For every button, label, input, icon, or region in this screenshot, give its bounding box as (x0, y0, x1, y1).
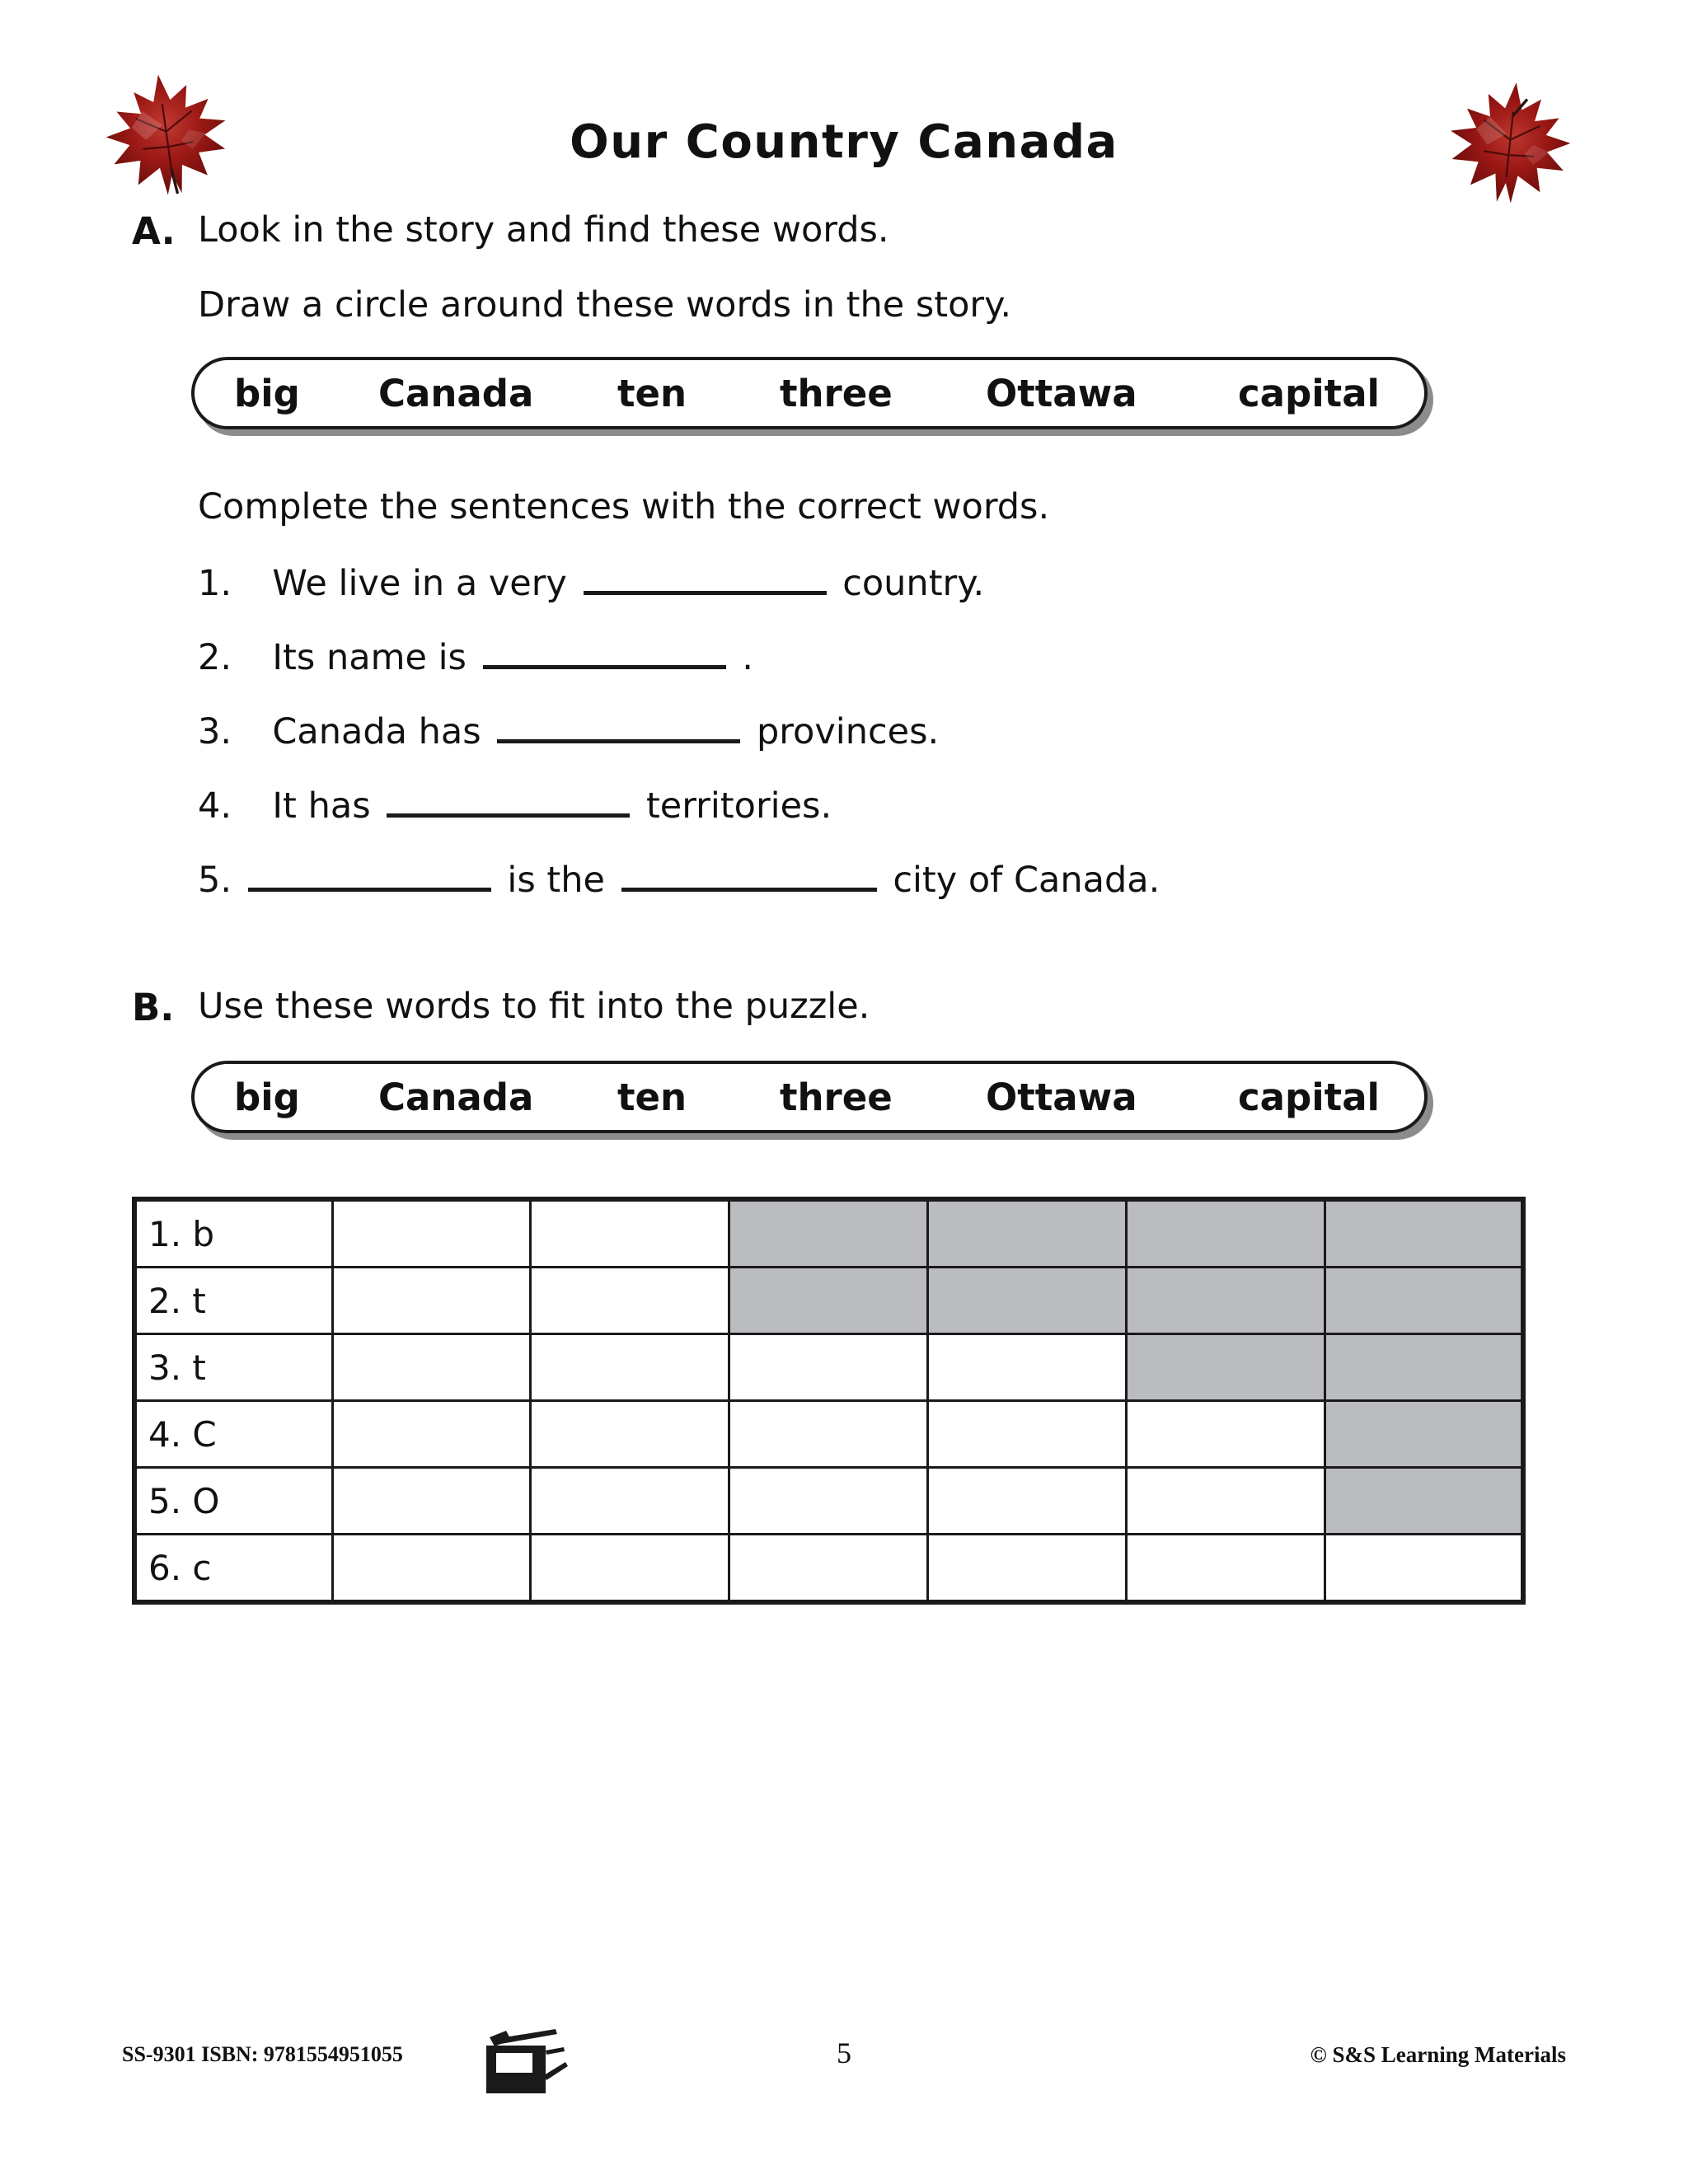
sentence-4-before: It has (272, 785, 371, 827)
sentence-3-before: Canada has (272, 711, 481, 752)
section-a-instruction-2: Draw a circle around these words in the story. (198, 284, 1012, 326)
sentence-3 (198, 711, 939, 752)
puzzle-cell-blocked (1325, 1401, 1523, 1468)
page-title: Our Country Canada (570, 115, 1118, 169)
puzzle-cell-empty[interactable] (530, 1468, 729, 1535)
sentence-2-after: . (742, 637, 753, 678)
sentence-5-number: 5. (198, 860, 232, 901)
puzzle-cell-blocked (1126, 1268, 1325, 1334)
sentence-4-after: territories. (645, 785, 832, 827)
puzzle-row-label: 5. O (134, 1468, 332, 1535)
sentence-4-number: 4. (198, 785, 232, 827)
sentence-1 (198, 563, 984, 604)
sentence-2-answer-blank[interactable] (483, 665, 726, 669)
puzzle-row-label: 1. b (134, 1199, 332, 1268)
puzzle-grid (132, 1197, 1526, 1605)
puzzle-cell-empty[interactable] (530, 1401, 729, 1468)
section-b-instruction: Use these words to fit into the puzzle. (198, 986, 870, 1027)
section-a-subinstruction: Complete the sentences with the correct words. (198, 486, 1050, 527)
puzzle-cell-empty[interactable] (927, 1401, 1126, 1468)
puzzle-cell-empty[interactable] (530, 1334, 729, 1401)
sentence-1-before: We live in a very (272, 563, 567, 604)
word-bank-a (191, 357, 1428, 429)
footer-catalog-isbn: SS-9301 ISBN: 9781554951055 (122, 2042, 403, 2066)
word-bank-b-word-6[interactable]: capital (1238, 1075, 1380, 1119)
sentence-5 (198, 860, 1160, 901)
puzzle-cell-empty[interactable] (729, 1468, 927, 1535)
word-bank-b-word-4[interactable]: three (780, 1075, 893, 1119)
puzzle-cell-blocked (1325, 1334, 1523, 1401)
puzzle-cell-blocked (729, 1199, 927, 1268)
sentence-1-answer-blank[interactable] (584, 591, 827, 595)
sentence-2 (198, 637, 753, 678)
puzzle-cell-empty[interactable] (332, 1334, 530, 1401)
puzzle-row (134, 1334, 1523, 1401)
section-b-letter: B. (132, 986, 175, 1029)
puzzle-cell-empty[interactable] (1126, 1401, 1325, 1468)
puzzle-row (134, 1199, 1523, 1268)
word-bank-a-word-1[interactable]: big (234, 371, 300, 415)
puzzle-cell-blocked (729, 1268, 927, 1334)
sentence-1-after: country. (842, 563, 985, 604)
sentence-3-after: provinces. (757, 711, 940, 752)
puzzle-row (134, 1268, 1523, 1334)
word-bank-a-word-6[interactable]: capital (1238, 371, 1380, 415)
word-bank-a-word-3[interactable]: ten (617, 371, 687, 415)
footer-copyright: © S&S Learning Materials (1310, 2042, 1566, 2067)
puzzle-cell-empty[interactable] (729, 1535, 927, 1603)
puzzle-cell-empty[interactable] (927, 1334, 1126, 1401)
puzzle-cell-empty[interactable] (530, 1535, 729, 1603)
sentence-5-after: city of Canada. (893, 860, 1160, 901)
puzzle-cell-empty[interactable] (1126, 1468, 1325, 1535)
sentence-3-answer-blank[interactable] (497, 739, 740, 743)
word-bank-b-word-2[interactable]: Canada (378, 1075, 534, 1119)
word-bank-b-word-3[interactable]: ten (617, 1075, 687, 1119)
word-bank-a-word-2[interactable]: Canada (378, 371, 534, 415)
word-bank-a-word-4[interactable]: three (780, 371, 893, 415)
puzzle-cell-empty[interactable] (729, 1401, 927, 1468)
puzzle-cell-blocked (1325, 1199, 1523, 1268)
section-a-instruction-1: Look in the story and find these words. (198, 209, 889, 251)
sentence-5-answer-blank-1[interactable] (248, 888, 491, 892)
puzzle-cell-blocked (927, 1199, 1126, 1268)
puzzle-cell-empty[interactable] (332, 1468, 530, 1535)
puzzle-cell-empty[interactable] (927, 1468, 1126, 1535)
puzzle-row (134, 1535, 1523, 1603)
puzzle-cell-empty[interactable] (1325, 1535, 1523, 1603)
puzzle-cell-empty[interactable] (927, 1535, 1126, 1603)
sentence-1-number: 1. (198, 563, 232, 604)
sentence-2-before: Its name is (272, 637, 467, 678)
sentence-3-number: 3. (198, 711, 232, 752)
puzzle-cell-blocked (1325, 1268, 1523, 1334)
puzzle-cell-empty[interactable] (332, 1401, 530, 1468)
sentence-4 (198, 785, 832, 827)
puzzle-row-label: 4. C (134, 1401, 332, 1468)
puzzle-cell-empty[interactable] (332, 1535, 530, 1603)
puzzle-row-label: 2. t (134, 1268, 332, 1334)
puzzle-cell-empty[interactable] (1126, 1535, 1325, 1603)
word-bank-b (191, 1061, 1428, 1133)
word-bank-b-word-1[interactable]: big (234, 1075, 300, 1119)
page-number: 5 (837, 2036, 851, 2069)
word-bank-b-word-5[interactable]: Ottawa (986, 1075, 1137, 1119)
puzzle-cell-empty[interactable] (530, 1199, 729, 1268)
sentence-5-middle: is the (507, 860, 605, 901)
puzzle-cell-blocked (1126, 1334, 1325, 1401)
puzzle-cell-empty[interactable] (729, 1334, 927, 1401)
puzzle-row (134, 1401, 1523, 1468)
puzzle-row (134, 1468, 1523, 1535)
puzzle-cell-empty[interactable] (530, 1268, 729, 1334)
puzzle-cell-blocked (1126, 1199, 1325, 1268)
puzzle-cell-empty[interactable] (332, 1268, 530, 1334)
sentence-5-answer-blank-2[interactable] (621, 888, 877, 892)
puzzle-row-label: 3. t (134, 1334, 332, 1401)
puzzle-row-label: 6. c (134, 1535, 332, 1603)
puzzle-cell-blocked (1325, 1468, 1523, 1535)
sentence-2-number: 2. (198, 637, 232, 678)
sentence-4-answer-blank[interactable] (387, 813, 630, 818)
section-a-letter: A. (132, 209, 176, 253)
puzzle-cell-blocked (927, 1268, 1126, 1334)
word-bank-a-word-5[interactable]: Ottawa (986, 371, 1137, 415)
puzzle-cell-empty[interactable] (332, 1199, 530, 1268)
